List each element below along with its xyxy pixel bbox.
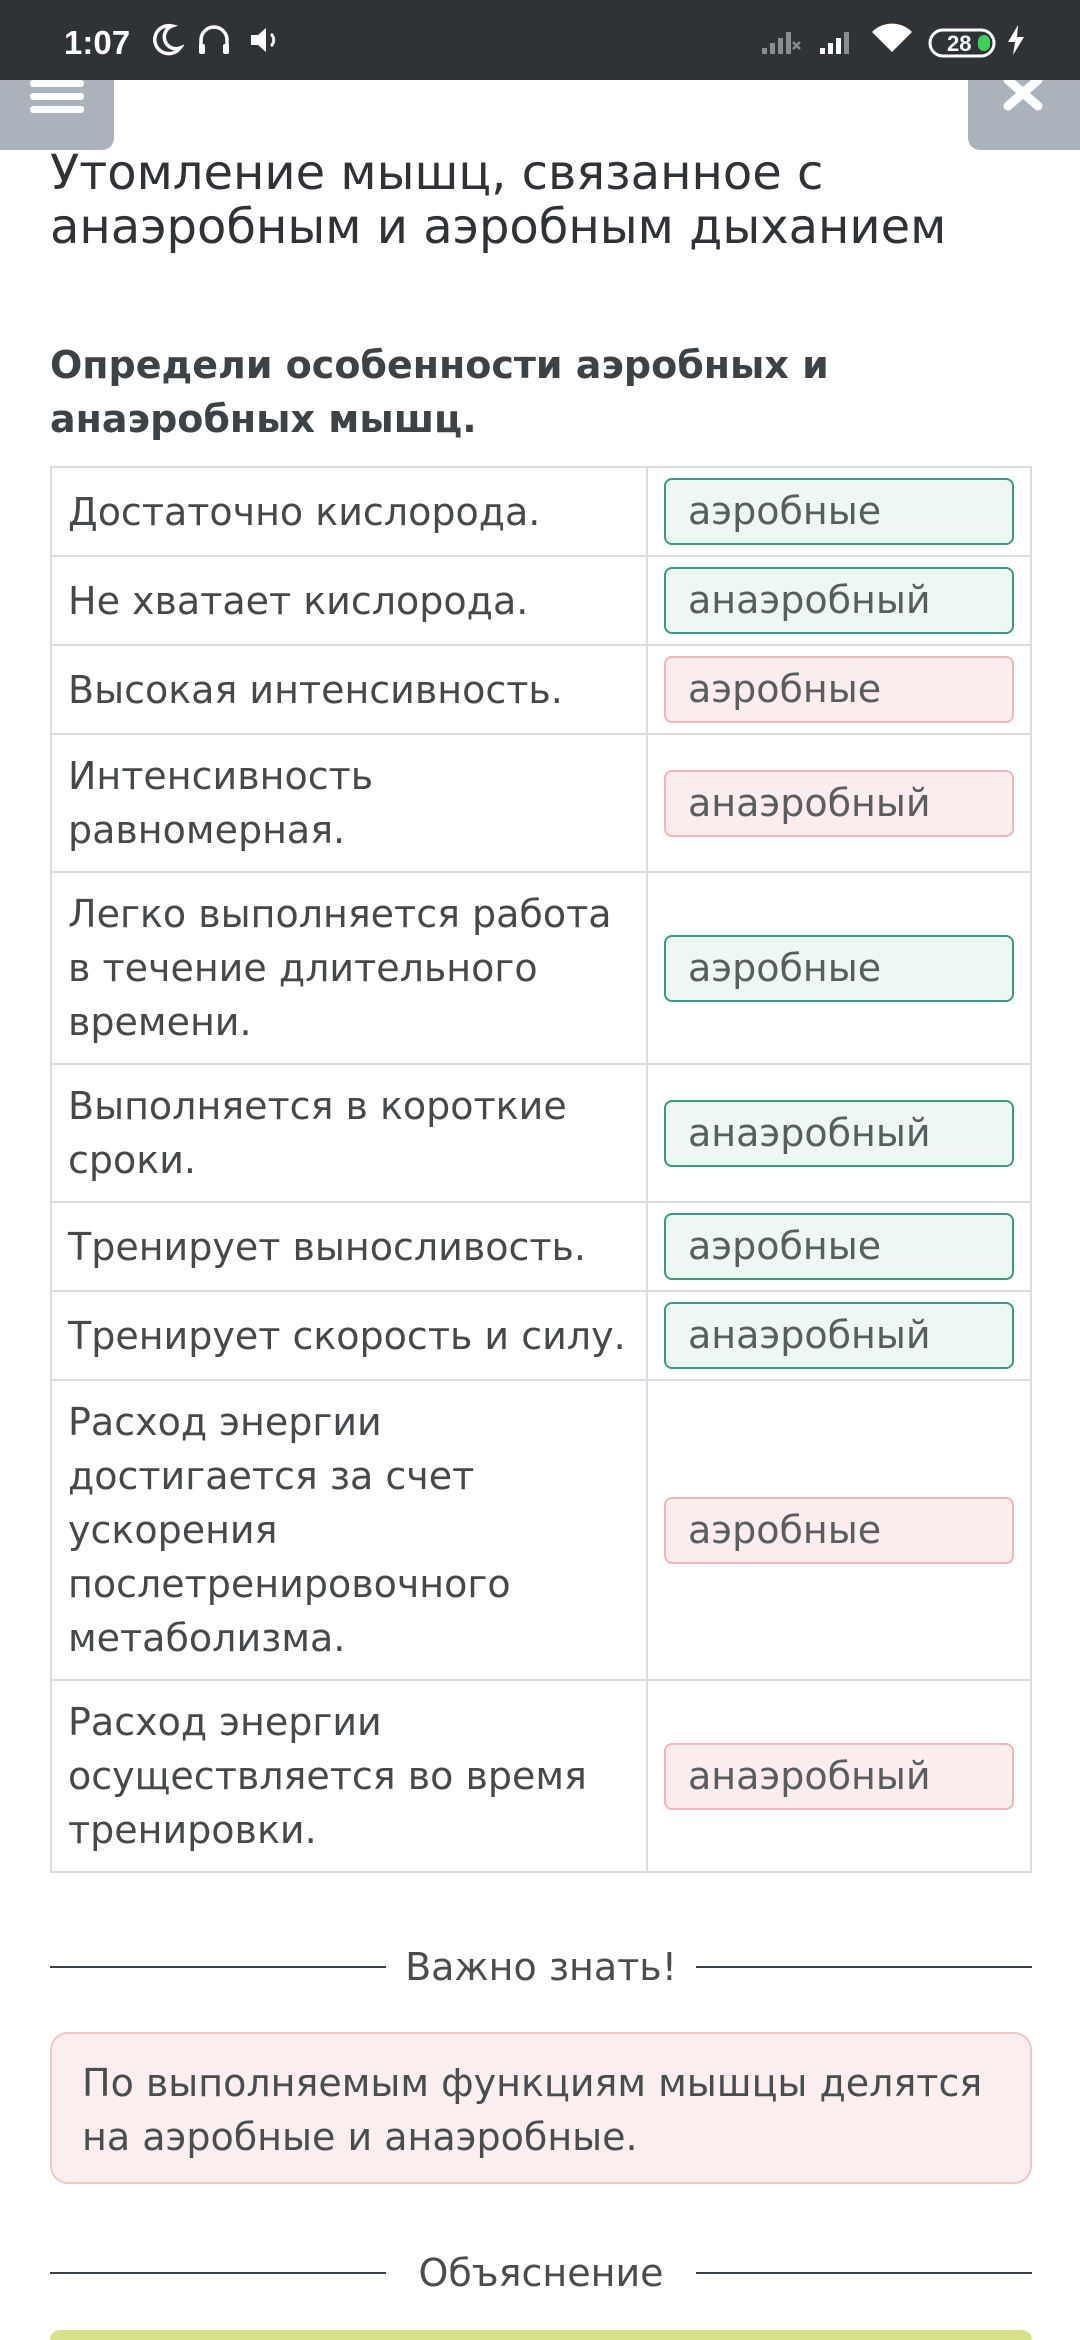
statement-cell: Расход энергии достигается за счет ускорения послетренировочного метаболизма. <box>51 1380 647 1680</box>
important-heading: Важно знать! <box>405 1945 677 1989</box>
status-time: 1:07 <box>64 24 131 61</box>
table-row <box>51 1202 1031 1291</box>
answer-cell <box>647 872 1031 1064</box>
explanation-panel-edge <box>50 2330 1032 2340</box>
answer-cell <box>647 734 1031 872</box>
statement-cell: Достаточно кислорода. <box>51 467 647 556</box>
signal-icon <box>818 22 858 58</box>
answer-chip-wrong[interactable]: анаэробный <box>664 770 1014 837</box>
hamburger-icon-bar <box>30 93 84 100</box>
question-text: Определи особенности аэробных и анаэробных мышц. <box>50 343 829 441</box>
table-row <box>51 872 1031 1064</box>
close-button[interactable] <box>968 80 1080 150</box>
table-row <box>51 1680 1031 1872</box>
table-row <box>51 1064 1031 1202</box>
statement-cell: Легко выполняется работа в течение длительного времени. <box>51 872 647 1064</box>
answer-chip-correct[interactable]: анаэробный <box>664 1302 1014 1369</box>
menu-button[interactable] <box>0 80 114 150</box>
statement-cell: Тренирует скорость и силу. <box>51 1291 647 1380</box>
statement-cell: Выполняется в короткие сроки. <box>51 1064 647 1202</box>
answer-cell <box>647 1680 1031 1872</box>
statement-cell: Расход энергии осуществляется во время тренировки. <box>51 1680 647 1872</box>
statement-cell: Тренирует выносливость. <box>51 1202 647 1291</box>
close-icon <box>968 80 1080 150</box>
page-title: Утомление мышц, связанное с анаэробным и аэробным дыханием <box>50 145 947 255</box>
important-note-text: По выполняемым функциям мышцы делятся на аэробные и анаэробные. <box>82 2061 983 2159</box>
table-row <box>51 556 1031 645</box>
answer-chip-wrong[interactable]: аэробные <box>664 1497 1014 1564</box>
explanation-divider <box>50 2246 1032 2300</box>
answer-cell <box>647 1064 1031 1202</box>
volume-icon <box>248 22 282 58</box>
statement-cell: Высокая интенсивность. <box>51 645 647 734</box>
matching-table <box>50 466 1032 1873</box>
answer-cell <box>647 1202 1031 1291</box>
table-row <box>51 645 1031 734</box>
signal-icon <box>760 22 802 58</box>
statement-cell: Не хватает кислорода. <box>51 556 647 645</box>
status-bar <box>0 0 1080 80</box>
answer-cell <box>647 645 1031 734</box>
battery-level: 28 <box>947 31 972 56</box>
answer-cell <box>647 467 1031 556</box>
answer-chip-correct[interactable]: аэробные <box>664 1213 1014 1280</box>
explanation-heading[interactable]: Объяснение <box>418 2251 664 2295</box>
answer-chip-wrong[interactable]: анаэробный <box>664 1743 1014 1810</box>
answer-cell <box>647 556 1031 645</box>
moon-icon <box>150 22 184 58</box>
table-row <box>51 734 1031 872</box>
important-note <box>50 2032 1032 2184</box>
wifi-icon <box>870 22 914 58</box>
table-row <box>51 1291 1031 1380</box>
important-divider <box>50 1940 1032 1994</box>
hamburger-icon <box>30 80 84 87</box>
answer-chip-correct[interactable]: анаэробный <box>664 1100 1014 1167</box>
headphones-icon <box>196 22 232 58</box>
answer-chip-correct[interactable]: анаэробный <box>664 567 1014 634</box>
table-row <box>51 467 1031 556</box>
charging-icon <box>1004 22 1028 58</box>
answer-cell <box>647 1380 1031 1680</box>
answer-chip-wrong[interactable]: аэробные <box>664 656 1014 723</box>
hamburger-icon-bar <box>30 106 84 113</box>
answer-chip-correct[interactable]: аэробные <box>664 478 1014 545</box>
table-row <box>51 1380 1031 1680</box>
statement-cell: Интенсивность равномерная. <box>51 734 647 872</box>
answer-cell <box>647 1291 1031 1380</box>
answer-chip-correct[interactable]: аэробные <box>664 935 1014 1002</box>
